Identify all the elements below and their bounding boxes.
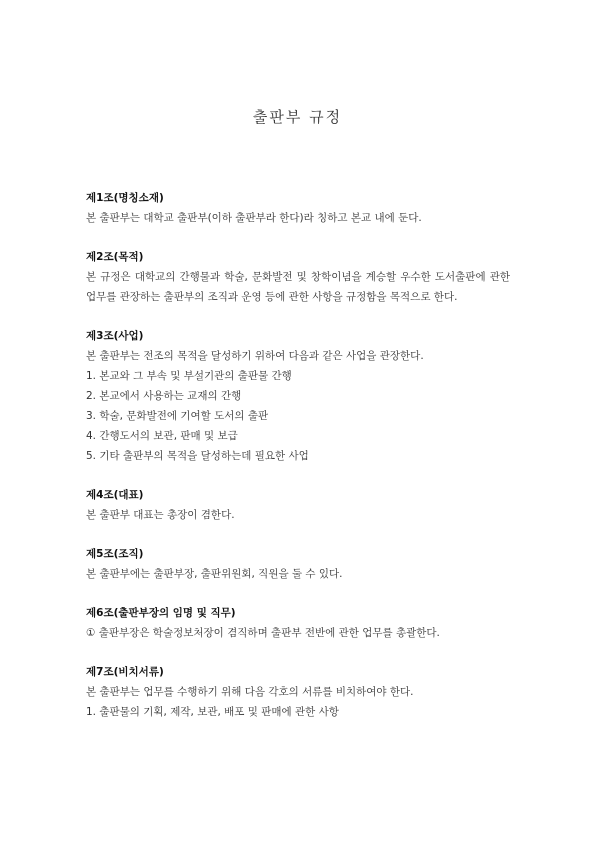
- list-item: 1. 출판물의 기획, 제작, 보관, 배포 및 판매에 관한 사항: [86, 706, 339, 718]
- article-heading: 제4조(대표): [86, 489, 144, 501]
- list-item: 3. 학술, 문화발전에 기여할 도서의 출판: [86, 410, 269, 422]
- article-heading: 제6조(출판부장의 임명 및 직무): [86, 607, 236, 619]
- article-5: [86, 544, 510, 584]
- article-paragraph: 본 규정은 대학교의 간행물과 학술, 문화발전 및 창학이념을 계승할 우수한 도서출판에 관한 업무를 관장하는 출판부의 조직과 운영 등에 관한 사항을 규정함을 목적으로 한다.: [86, 271, 510, 303]
- list-item: 1. 본교와 그 부속 및 부설기관의 출판물 간행: [86, 370, 292, 382]
- article-4: [86, 485, 510, 525]
- document-title: 출판부 규정: [252, 108, 343, 126]
- list-item: 5. 기타 출판부의 목적을 달성하는데 필요한 사업: [86, 450, 309, 462]
- article-6: [86, 603, 510, 643]
- article-heading: 제2조(목적): [86, 251, 144, 263]
- article-1: [86, 188, 510, 228]
- article-heading: 제7조(비치서류): [86, 666, 164, 678]
- article-text: 본 출판부는 업무를 수행하기 위해 다음 각호의 서류를 비치하여야 한다.: [86, 686, 414, 698]
- article-text: 본 출판부 대표는 총장이 겸한다.: [86, 509, 235, 521]
- article-text: 본 출판부는 대학교 출판부(이하 출판부라 한다)라 칭하고 본교 내에 둔다.: [86, 212, 422, 224]
- list-item: 4. 간행도서의 보관, 판매 및 보급: [86, 430, 238, 442]
- article-text: 본 출판부에는 출판부장, 출판위원회, 직원을 둘 수 있다.: [86, 568, 343, 580]
- document-body: [86, 188, 510, 722]
- article-heading: 제1조(명칭소재): [86, 192, 164, 204]
- article-3: [86, 326, 510, 466]
- article-text: 본 출판부는 전조의 목적을 달성하기 위하여 다음과 같은 사업을 관장한다.: [86, 350, 424, 362]
- article-text: ① 출판부장은 학술정보처장이 겸직하며 출판부 전반에 관한 업무를 총괄한다.: [86, 627, 440, 639]
- article-2: [86, 247, 510, 307]
- list-item: 2. 본교에서 사용하는 교재의 간행: [86, 390, 242, 402]
- article-7: [86, 662, 510, 722]
- article-heading: 제3조(사업): [86, 330, 144, 342]
- article-heading: 제5조(조직): [86, 548, 144, 560]
